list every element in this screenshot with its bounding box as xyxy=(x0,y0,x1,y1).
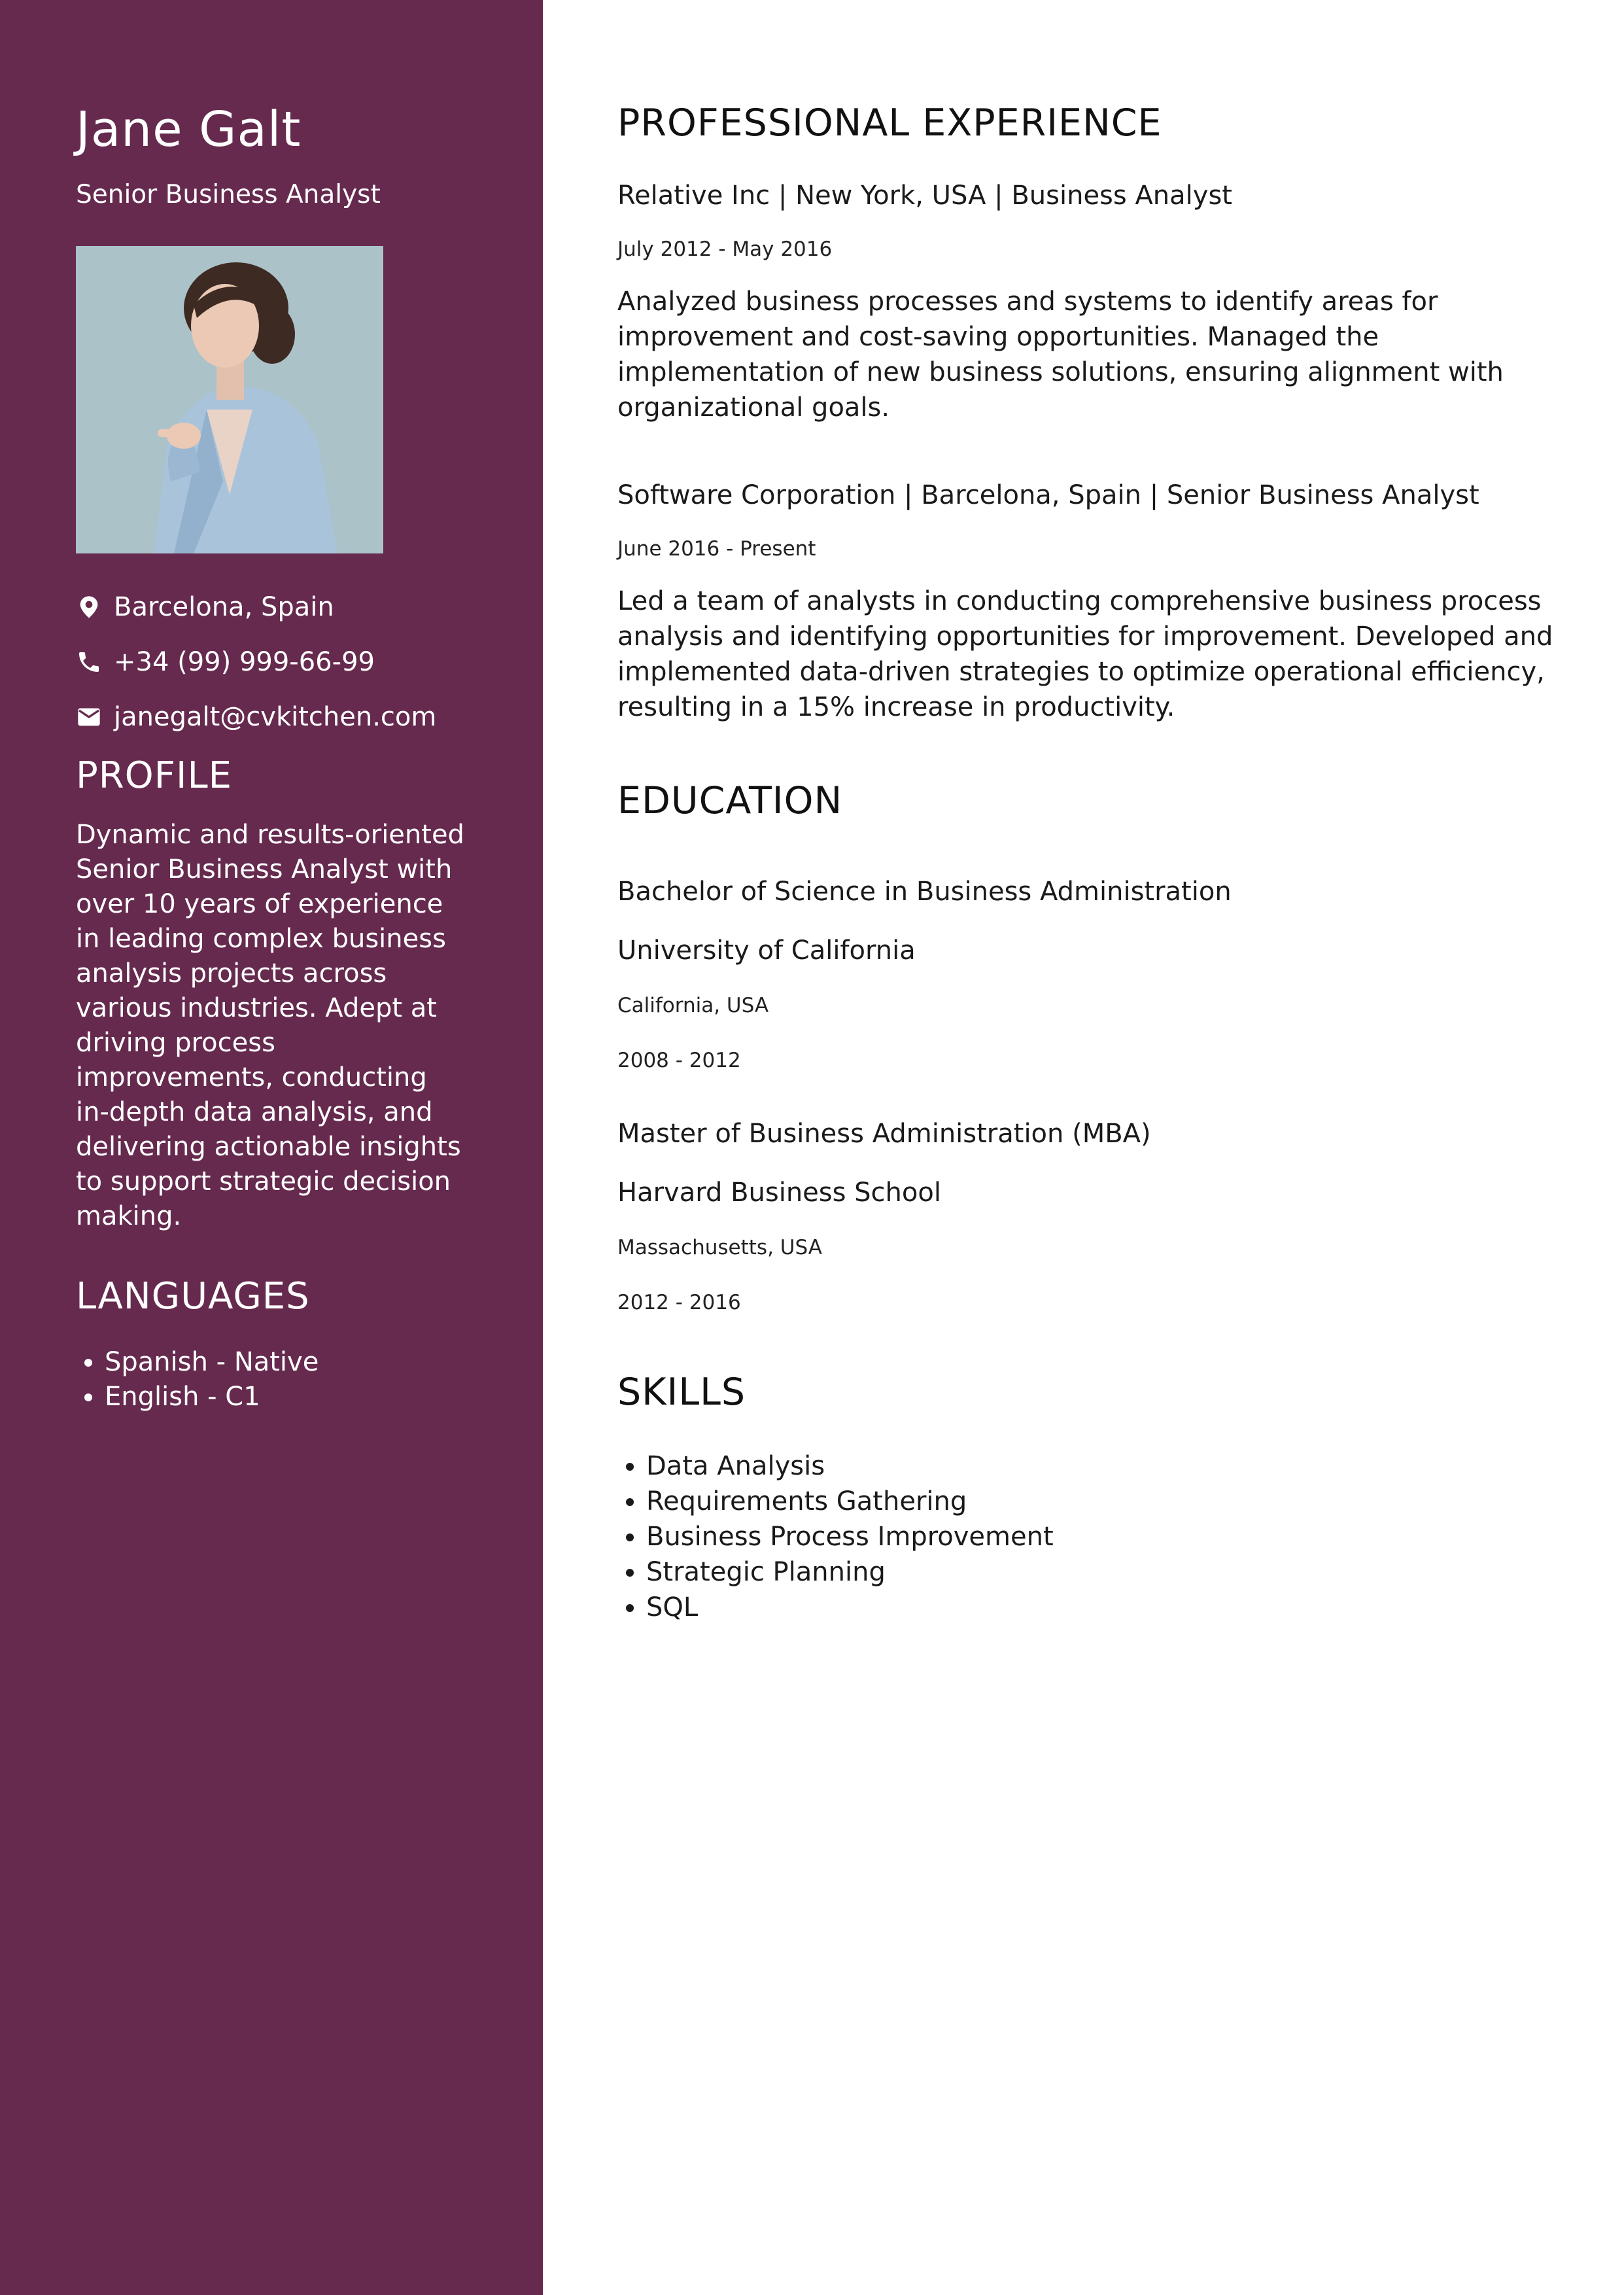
contact-phone xyxy=(76,635,468,690)
experience-heading: PROFESSIONAL EXPERIENCE xyxy=(617,101,1162,145)
job-title: Relative Inc | New York, USA | Business Analyst xyxy=(617,181,1232,211)
profile-text: Dynamic and results-oriented Senior Business Analyst with over 10 years of experience in leading complex business analysis projects across various industries. Adept at driving process improvements, conducting in-depth data analysis, and delivering actionable insights to support strategic decision making. xyxy=(76,820,464,1231)
person-name: Jane Galt xyxy=(76,101,302,158)
education-school: University of California xyxy=(617,936,916,966)
skills-list xyxy=(617,1448,1559,1625)
education-school: Harvard Business School xyxy=(617,1178,941,1208)
job-entry xyxy=(617,478,1559,725)
profile-photo xyxy=(76,246,383,553)
sidebar xyxy=(0,0,543,2295)
map-pin-icon xyxy=(76,594,102,620)
education-years: 2012 - 2016 xyxy=(617,1291,741,1314)
profile-heading: PROFILE xyxy=(76,754,233,797)
person-title: Senior Business Analyst xyxy=(76,180,381,209)
job-description: Led a team of analysts in conducting comprehensive business process analysis and identifying opportunities for improvement. Developed and implemented data-driven strategies to optimize operational efficiency, resulting in a 15% increase in productivity. xyxy=(617,586,1553,722)
job-title: Software Corporation | Barcelona, Spain | Senior Business Analyst xyxy=(617,480,1479,510)
education-degree: Master of Business Administration (MBA) xyxy=(617,1119,1151,1149)
email-text: janegalt@cvkitchen.com xyxy=(114,702,437,732)
education-location: California, USA xyxy=(617,994,769,1017)
contact-list xyxy=(76,580,468,745)
job-description: Analyzed business processes and systems to identify areas for improvement and cost-saving opportunities. Managed the implementation of new business solutions, ensuring alignment with organizational goals. xyxy=(617,287,1504,423)
skill-item: • Data Analysis xyxy=(646,1448,1559,1484)
language-item: • Spanish - Native xyxy=(105,1345,468,1380)
contact-email xyxy=(76,690,468,745)
skill-item: • SQL xyxy=(646,1590,1559,1625)
location-text: Barcelona, Spain xyxy=(114,592,334,622)
education-location: Massachusetts, USA xyxy=(617,1236,822,1259)
education-years: 2008 - 2012 xyxy=(617,1049,741,1072)
education-degree: Bachelor of Science in Business Administration xyxy=(617,877,1232,907)
job-dates: July 2012 - May 2016 xyxy=(617,237,833,261)
education-entry xyxy=(617,874,1559,1074)
languages-list xyxy=(76,1345,468,1414)
job-entry xyxy=(617,178,1559,425)
contact-location xyxy=(76,580,468,635)
main-content xyxy=(617,97,1559,1625)
email-icon xyxy=(76,704,102,730)
skill-item: • Strategic Planning xyxy=(646,1554,1559,1590)
languages-heading: LANGUAGES xyxy=(76,1275,310,1318)
education-entry xyxy=(617,1116,1559,1316)
skill-item: • Requirements Gathering xyxy=(646,1484,1559,1519)
education-heading: EDUCATION xyxy=(617,779,843,822)
phone-text: +34 (99) 999-66-99 xyxy=(114,647,375,677)
skill-item: • Business Process Improvement xyxy=(646,1519,1559,1554)
language-item: • English - C1 xyxy=(105,1380,468,1414)
job-dates: June 2016 - Present xyxy=(617,537,816,561)
phone-icon xyxy=(76,649,102,675)
skills-heading: SKILLS xyxy=(617,1371,746,1414)
profile-photo-illustration xyxy=(76,246,383,553)
